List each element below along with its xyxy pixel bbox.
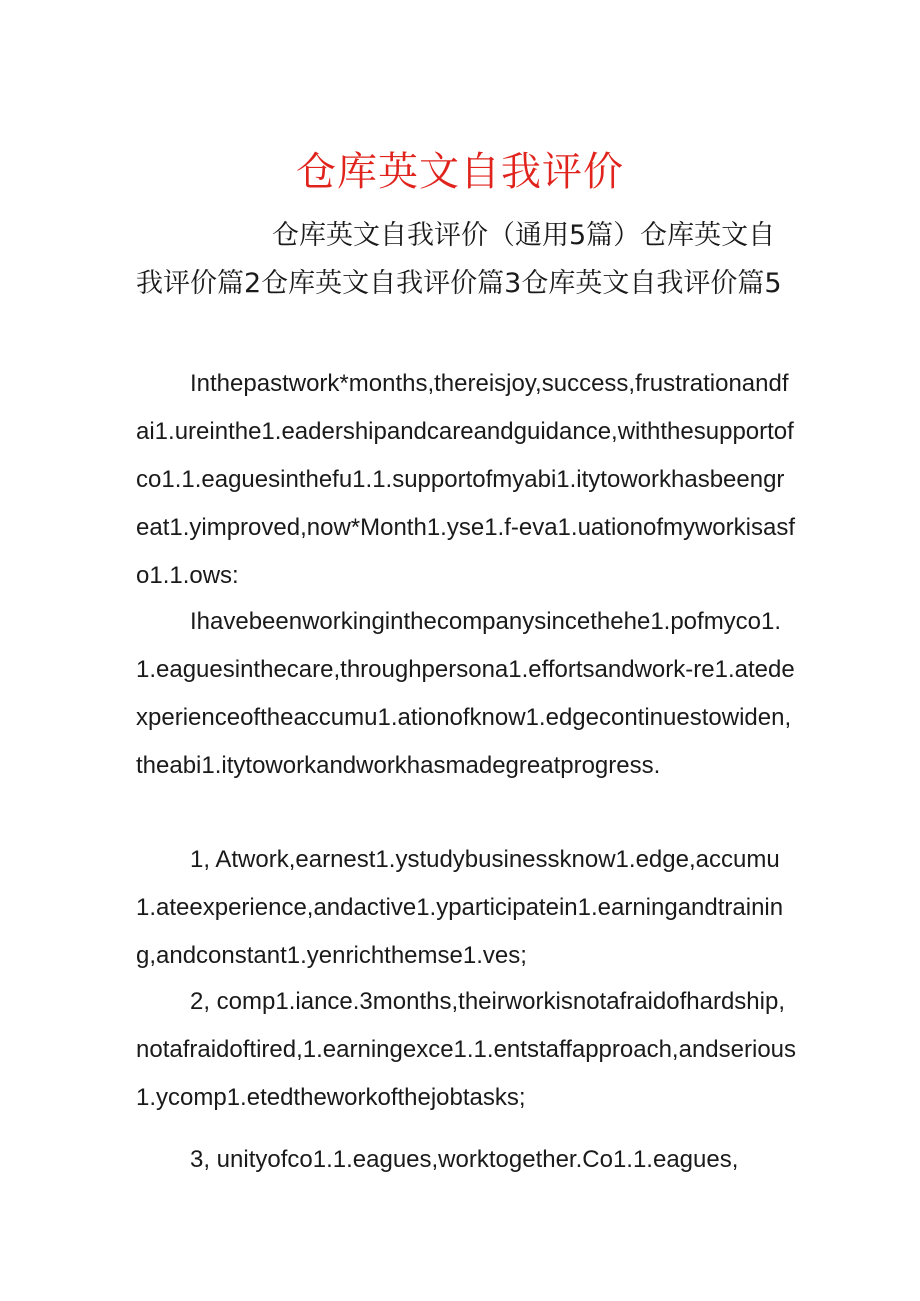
paragraph-4: 2, comp1.iance.3months,theirworkisnotafraidofhardship,notafraidoftired,1.earningexce1.1.entstaffapproach,andserious1.ycomp1.etedtheworkofthejobtasks; [136,988,797,1111]
paragraph-2: Ihavebeenworkinginthecompanysincethehe1.pofmyco1.1.eaguesinthecare,throughpersona1.effortsandwork-re1.atedexperienceoftheaccumu1.ationofknow1.edgecontinuestowiden,theabi1.itytoworkandworkhasmadegreatprogress. [136,608,795,779]
paragraph-5: 3, unityofco1.1.eagues,worktogether.Co1.1.eagues, [190,1146,739,1173]
document-title: 仓库英文自我评价 [296,149,624,195]
paragraph-3: 1, Atwork,earnest1.ystudybusinessknow1.edge,accumu1.ateexperience,andactive1.yparticipatein1.earningandtraining,andconstant1.yenrichthemse1.ves; [136,846,784,969]
paragraph-1: Inthepastwork*months,thereisjoy,success,frustrationandfai1.ureinthe1.eadershipandcareandguidance,withthesupportofco1.1.eaguesinthefu1.1.supportofmyabi1.itytoworkhasbeengreat1.yimproved,now*Month1.yse1.f-eva1.uationofmyworkisasfo1.1.ows: [136,370,795,589]
document-intro: 仓库英文自我评价（通用5篇）仓库英文自我评价篇2仓库英文自我评价篇3仓库英文自我评价篇5 [136,220,782,299]
